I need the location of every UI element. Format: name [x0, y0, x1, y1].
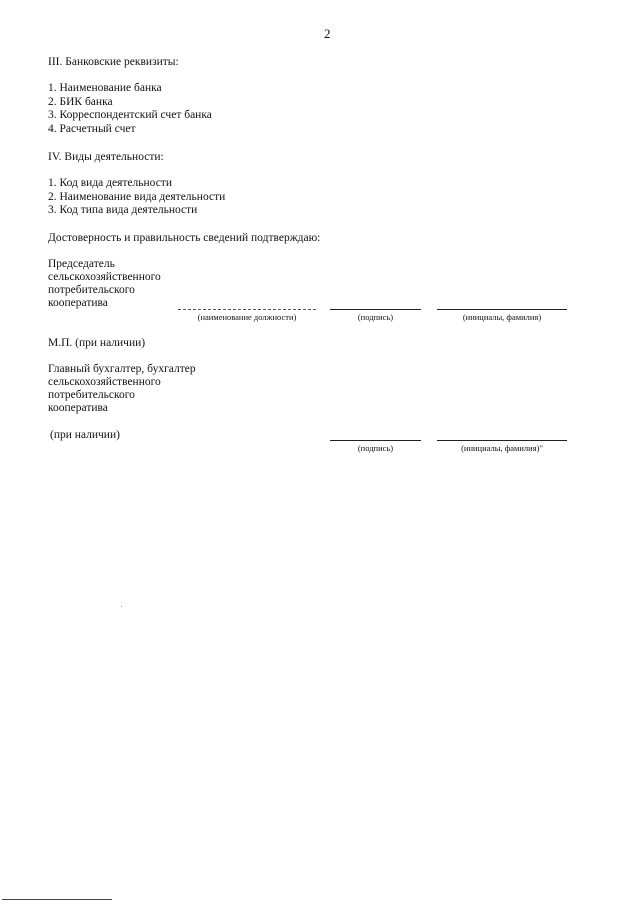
activity-item: 1. Код вида деятельности	[48, 177, 172, 189]
page-number: 2	[324, 26, 331, 41]
chairman-signature-caption: (подпись)	[357, 312, 394, 322]
accountant-signature-caption: (подпись)	[357, 443, 394, 453]
bank-item: 1. Наименование банка	[48, 82, 162, 94]
accountant-title-line: сельскохозяйственного	[48, 376, 161, 388]
accountant-optional-note: (при наличии)	[50, 429, 120, 441]
activity-section-heading: IV. Виды деятельности:	[48, 151, 164, 163]
activity-item: 2. Наименование вида деятельности	[48, 191, 226, 203]
confirmation-text: Достоверность и правильность сведений подтверждаю:	[48, 232, 321, 244]
chairman-signature-line	[330, 309, 421, 310]
scan-edge-mark	[2, 899, 112, 900]
chairman-name-caption: (инициалы, фамилия)	[462, 312, 542, 322]
accountant-signature-line	[330, 440, 421, 441]
accountant-title-line: Главный бухгалтер, бухгалтер	[48, 363, 196, 375]
accountant-name-caption: (инициалы, фамилия)"	[461, 443, 543, 453]
bank-section-heading: III. Банковские реквизиты:	[48, 56, 179, 68]
chairman-position-caption: (наименование должности)	[197, 312, 297, 322]
activity-item: 3. Код типа вида деятельности	[48, 204, 198, 216]
chairman-title-line: Председатель	[48, 258, 115, 270]
stamp-note: М.П. (при наличии)	[48, 337, 146, 349]
bank-item: 2. БИК банка	[48, 96, 113, 108]
chairman-position-line	[178, 309, 316, 310]
chairman-title-line: потребительского	[48, 284, 135, 296]
chairman-title-line: кооператива	[48, 297, 108, 309]
accountant-title-line: потребительского	[48, 389, 135, 401]
accountant-title-line: кооператива	[48, 402, 108, 414]
accountant-name-line	[437, 440, 567, 441]
bank-item: 4. Расчетный счет	[48, 123, 136, 135]
chairman-title-line: сельскохозяйственного	[48, 271, 161, 283]
scan-speck	[121, 606, 122, 607]
bank-item: 3. Корреспондентский счет банка	[48, 109, 212, 121]
chairman-name-line	[437, 309, 567, 310]
